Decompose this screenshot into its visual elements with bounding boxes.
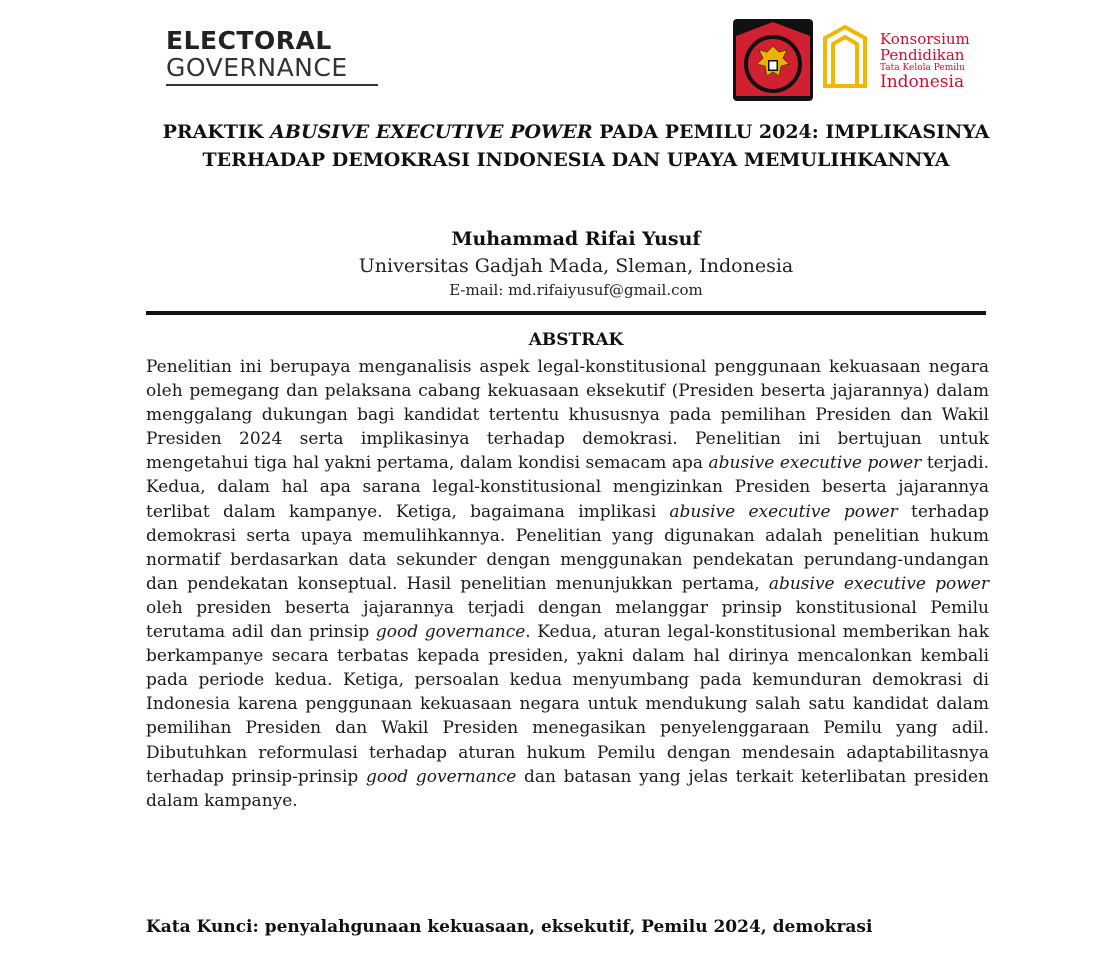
title-part1: PRAKTIK (162, 121, 271, 143)
journal-logo-underline (166, 84, 378, 86)
title-part3: PADA PEMILU 2024: IMPLIKASINYA TERHADAP DEMOKRASI INDONESIA DAN UPAYA MEMULIHKANNYA (202, 121, 990, 171)
journal-logo (166, 28, 381, 86)
paper-title (140, 118, 1012, 174)
header-divider (146, 311, 986, 315)
abstract-italic-4: good governance (375, 622, 526, 643)
abstract-text-2: terjadi. Kedua, dalam hal apa sarana legal-konstitusional mengizinkan Presiden beserta jajarannya terlibat dalam kampanye. Ketiga, bagaimana implikasi (146, 453, 989, 522)
keywords: Kata Kunci: penyalahgunaan kekuasaan, eksekutif, Pemilu 2024, demokrasi (146, 917, 873, 937)
kpu-logo (732, 18, 814, 102)
author-affiliation: Universitas Gadjah Mada, Sleman, Indonesia (358, 255, 794, 277)
consortium-house-icon (822, 24, 868, 90)
abstract-italic-3: abusive executive power (768, 573, 989, 594)
consortium-line4: Indonesia (880, 72, 965, 92)
author-name: Muhammad Rifai Yusuf (451, 228, 701, 250)
author-email: E-mail: md.rifaiyusuf@gmail.com (449, 281, 703, 299)
abstract-text-1: Penelitian ini berupaya menganalisis aspek legal-konstitusional penggunaan kekuasaan negara oleh pemegang dan pelaksana cabang kekuasaan eksekutif (Presiden beserta jajarannya) dalam menggalang dukungan bagi kandidat tertentu khususnya pada pemilihan Presiden dan Wakil Presiden 2024 serta implikasinya terhadap demokrasi. Penelitian ini bertujuan untuk mengetahui tiga hal yakni pertama, dalam kondisi semacam apa (146, 357, 989, 474)
journal-logo-line2: GOVERNANCE (166, 53, 348, 82)
title-italic-term: ABUSIVE EXECUTIVE POWER (270, 121, 593, 143)
consortium-line2: Pendidikan (880, 46, 965, 64)
consortium-line1: Konsorsium (880, 30, 970, 48)
consortium-line3: Tata Kelola Pemilu (880, 63, 965, 73)
kpu-emblem-icon (732, 18, 814, 102)
abstract-text-5: . Kedua, aturan legal-konstitusional memberikan hak berkampanye secara terbatas kepada presiden, yakni dalam hal dirinya mencalonkan kembali pada periode kedua. Ketiga, persoalan kedua menyumbang pada kemunduran demokrasi di Indonesia karena penggunaan kekuasaan negara untuk mendukung salah satu kandidat dalam pemilihan Presiden dan Wakil Presiden menegasikan penyelenggaraan Pemilu yang adil. Dibutuhkan reformulasi terhadap aturan hukum Pemilu dengan mendesain adaptabilitasnya terhadap prinsip-prinsip (146, 622, 989, 787)
abstract-text-3: terhadap demokrasi serta upaya memulihkannya. Penelitian yang digunakan adalah penelitian hukum normatif berdasarkan data sekunder dengan menggunakan pendekatan perundang-undangan dan pendekatan konseptual. Hasil penelitian menunjukkan pertama, (146, 501, 989, 594)
abstract-heading: ABSTRAK (528, 330, 624, 350)
abstract-text-6: dan batasan yang jelas terkait keterlibatan presiden dalam kampanye. (146, 766, 989, 811)
abstract-italic-5: good governance (365, 766, 517, 787)
journal-logo-line1: ELECTORAL (166, 26, 332, 55)
consortium-logo (822, 24, 982, 94)
abstract-italic-1: abusive executive power (708, 453, 922, 474)
abstract-body (146, 355, 989, 813)
consortium-wordmark (880, 32, 970, 91)
abstract-italic-2: abusive executive power (669, 501, 898, 522)
abstract-text-4: oleh presiden beserta jajarannya terjadi dengan melanggar prinsip konstitusional Pemilu terutama adil dan prinsip (146, 597, 989, 643)
